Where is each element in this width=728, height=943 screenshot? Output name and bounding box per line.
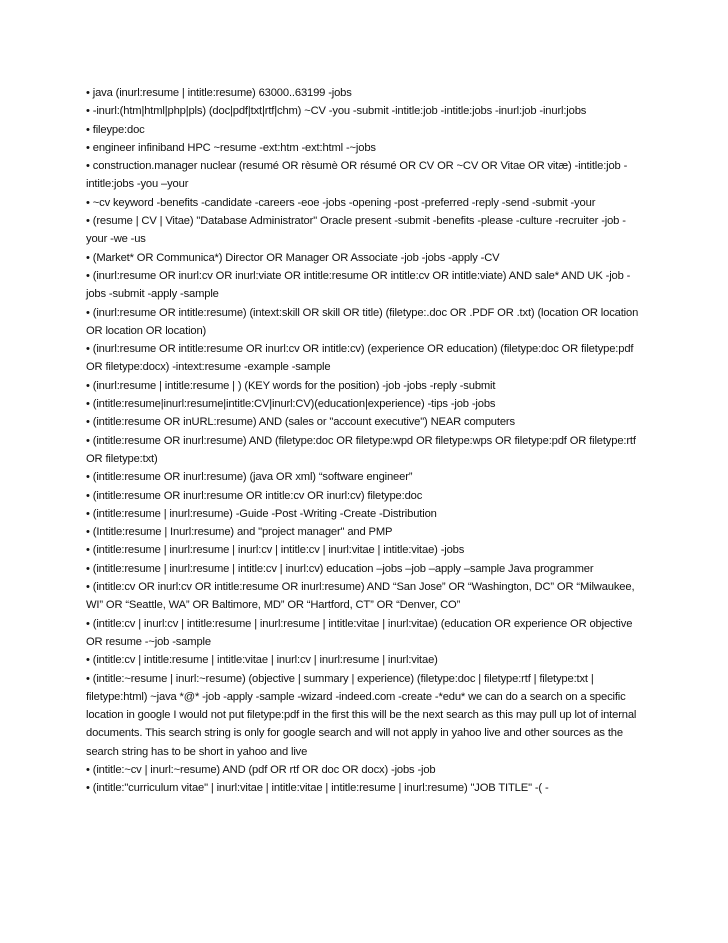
search-string-item: [86, 121, 646, 139]
search-string-text: (intitle:"curriculum vitae" | inurl:vitae | intitle:vitae | intitle:resume | inurl:resume) "JOB TITLE" -( -: [92, 782, 549, 795]
search-string-text: (intitle:~resume | inurl:~resume) (objective | summary | experience) (filetype:doc | filetype:rtf | filetype:txt | filetype:html) ~java *@* -job -apply -sample -wizard -indeed.com -create -*edu* we can do a search on a specific location in google I would not put filetype:pdf in the first this will be the next search as this may pull up lot of internal documents. This search string is only for google search and will not apply in yahoo live and other sources as the search string has to be short in yahoo and live: [86, 672, 637, 758]
search-string-text: (intitle:cv | inurl:cv | intitle:resume | inurl:resume | intitle:vitae | inurl:vitae) (education OR experience OR objective OR resume -~job -sample: [86, 617, 633, 648]
search-string-item: [86, 541, 646, 559]
search-string-item: [86, 487, 646, 505]
search-string-text: (inurl:resume OR inurl:cv OR inurl:viate OR intitle:resume OR intitle:cv OR intitle:viate) AND sale* AND UK -job -jobs -submit -apply -sample: [86, 269, 631, 301]
search-string-text: (inurl:resume OR intitle:resume) (intext:skill OR skill OR title) (filetype:.doc OR .PDF OR .txt) (location OR location OR location OR location): [86, 306, 639, 337]
search-string-item: [86, 395, 646, 413]
bullet-icon: •: [86, 489, 90, 502]
search-string-item: [86, 212, 646, 249]
search-string-text: (intitle:resume | inurl:resume | intitle:cv | inurl:cv) education –jobs –job –apply –sample Java programmer: [92, 562, 594, 575]
bullet-icon: •: [86, 196, 90, 209]
bullet-icon: •: [86, 617, 90, 630]
bullet-icon: •: [86, 215, 90, 228]
bullet-icon: •: [86, 343, 90, 356]
search-string-item: [86, 779, 646, 797]
search-string-item: [86, 615, 646, 652]
search-string-item: [86, 468, 646, 486]
search-string-item: [86, 139, 646, 157]
bullet-icon: •: [86, 105, 90, 118]
search-string-item: [86, 267, 646, 304]
document-page: [86, 84, 646, 798]
bullet-icon: •: [86, 782, 90, 795]
bullet-icon: •: [86, 526, 90, 539]
bullet-icon: •: [86, 434, 90, 447]
search-string-item: [86, 523, 646, 541]
search-string-text: (inurl:resume | intitle:resume | ) (KEY words for the position) -job -jobs -reply -submit: [92, 379, 496, 392]
search-string-text: (intitle:resume|inurl:resume|intitle:CV|inurl:CV)(education|experience) -tips -job -jobs: [92, 398, 496, 411]
search-string-item: [86, 761, 646, 779]
bullet-icon: •: [86, 562, 90, 575]
bullet-icon: •: [86, 141, 90, 154]
search-string-item: [86, 560, 646, 578]
bullet-icon: •: [86, 379, 90, 392]
bullet-icon: •: [86, 306, 90, 319]
bullet-icon: •: [86, 507, 90, 520]
bullet-icon: •: [86, 160, 90, 173]
search-string-item: [86, 670, 646, 761]
search-string-item: [86, 432, 646, 469]
bullet-icon: •: [86, 763, 90, 776]
search-string-text: fileype:doc: [92, 123, 145, 136]
bullet-icon: •: [86, 123, 90, 136]
search-string-text: (resume | CV | Vitae) "Database Administrator" Oracle present -submit -benefits -please -culture -recruiter -job -your -we -us: [86, 215, 626, 246]
bullet-icon: •: [86, 398, 90, 411]
search-string-item: [86, 340, 646, 377]
search-string-text: (intitle:resume OR inURL:resume) AND (sales or "account executive") NEAR computers: [92, 416, 515, 429]
search-string-item: [86, 377, 646, 395]
search-string-item: [86, 102, 646, 120]
search-string-text: (intitle:resume OR inurl:resume OR intitle:cv OR inurl:cv) filetype:doc: [92, 489, 423, 502]
search-string-text: (intitle:cv OR inurl:cv OR intitle:resume OR inurl:resume) AND “San Jose” OR “Washington, DC” OR “Milwaukee, WI” OR “Seattle, WA” OR Baltimore, MD” OR “Hartford, CT” OR “Denver, CO”: [86, 581, 635, 612]
search-string-text: (Intitle:resume | Inurl:resume) and "project manager" and PMP: [92, 526, 393, 539]
search-string-text: (intitle:cv | intitle:resume | intitle:vitae | inurl:cv | inurl:resume | inurl:vitae): [92, 654, 438, 667]
bullet-icon: •: [86, 672, 90, 685]
search-string-text: (inurl:resume OR intitle:resume OR inurl:cv OR intitle:cv) (experience OR education) (filetype:doc OR filetype:pdf OR filetype:docx) -intext:resume -example -sample: [86, 343, 634, 374]
search-string-item: [86, 304, 646, 341]
search-string-item: [86, 505, 646, 523]
search-string-item: [86, 249, 646, 267]
search-string-item: [86, 651, 646, 669]
bullet-icon: •: [86, 87, 90, 99]
search-string-text: (intitle:resume OR inurl:resume) (java OR xml) “software engineer”: [92, 471, 413, 484]
search-string-text: construction.manager nuclear (resumé OR rèsumè OR résumé OR CV OR ~CV OR Vitae OR vitæ) -intitle:job -intitle:jobs -you –your: [86, 160, 628, 191]
bullet-icon: •: [86, 581, 90, 594]
search-string-item: [86, 84, 646, 102]
bullet-icon: •: [86, 471, 90, 484]
search-string-item: [86, 578, 646, 615]
search-string-text: engineer infiniband HPC ~resume -ext:htm -ext:html -~jobs: [92, 141, 376, 154]
search-string-text: (intitle:~cv | inurl:~resume) AND (pdf OR rtf OR doc OR docx) -jobs -job: [92, 763, 436, 776]
bullet-icon: •: [86, 269, 90, 282]
bullet-icon: •: [86, 654, 90, 667]
search-string-item: [86, 413, 646, 431]
search-string-item: [86, 157, 646, 194]
search-string-text: (intitle:resume | inurl:resume | inurl:cv | intitle:cv | inurl:vitae | intitle:vitae) -jobs: [92, 544, 465, 557]
bullet-icon: •: [86, 251, 90, 264]
bullet-icon: •: [86, 544, 90, 557]
search-string-text: -inurl:(htm|html|php|pls) (doc|pdf|txt|rtf|chm) ~CV -you -submit -intitle:job -intitle:jobs -inurl:job -inurl:jobs: [92, 105, 587, 118]
search-string-item: [86, 194, 646, 212]
search-string-text: (intitle:resume OR inurl:resume) AND (filetype:doc OR filetype:wpd OR filetype:wps OR filetype:pdf OR filetype:rtf OR filetype:txt): [86, 434, 636, 465]
search-string-text: (Market* OR Communica*) Director OR Manager OR Associate -job -jobs -apply -CV: [92, 251, 500, 264]
search-string-text: java (inurl:resume | intitle:resume) 63000..63199 -jobs: [92, 87, 352, 99]
search-string-text: (intitle:resume | inurl:resume) -Guide -Post -Writing -Create -Distribution: [92, 507, 437, 520]
search-string-text: ~cv keyword -benefits -candidate -careers -eoe -jobs -opening -post -preferred -reply -send -submit -your: [92, 196, 596, 209]
bullet-icon: •: [86, 416, 90, 429]
